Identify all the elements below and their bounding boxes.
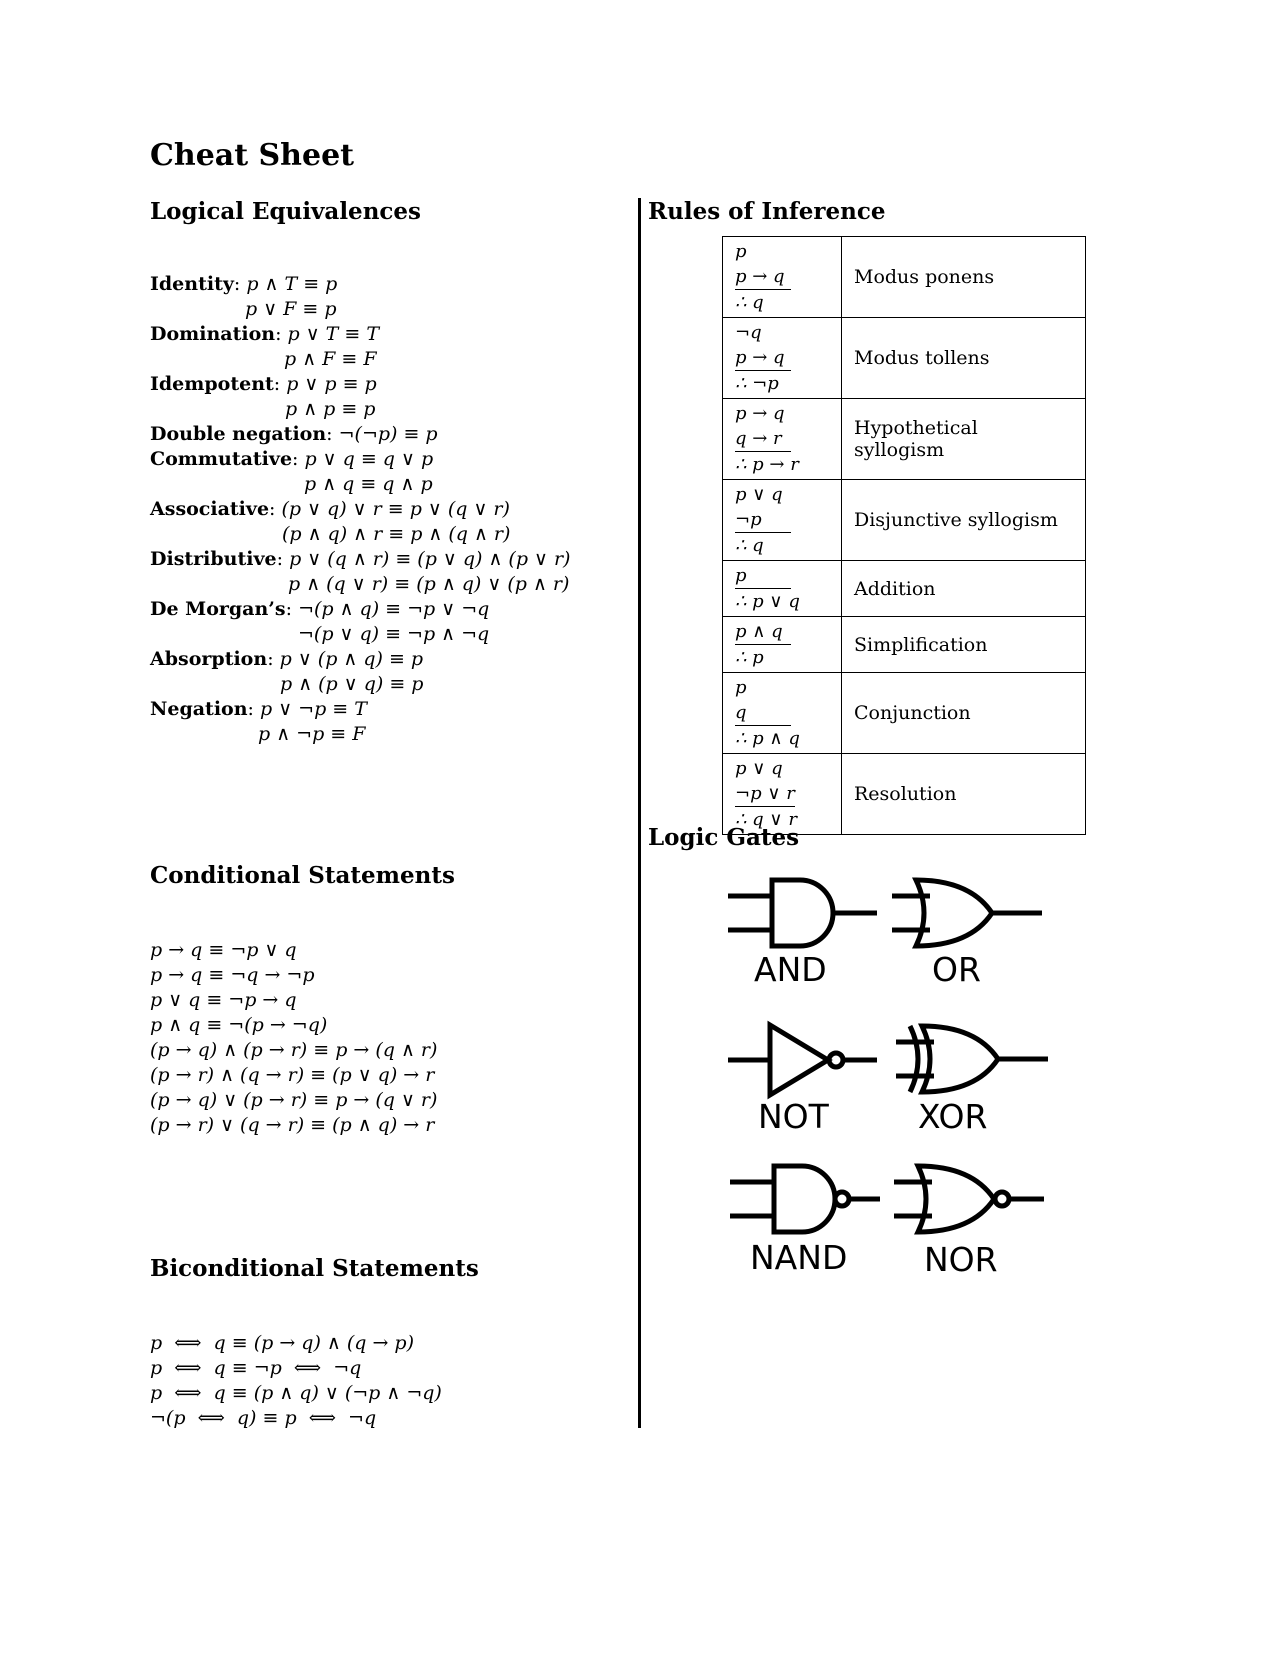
rule-premises (723, 318, 842, 399)
law-expression: (p ∧ q) ∧ r ≡ p ∧ (q ∧ r) (282, 523, 511, 545)
rule-name: Simplification (842, 617, 1086, 673)
equivalence-line (150, 547, 570, 572)
law-expression: p ∧ q ≡ q ∧ p (304, 473, 433, 495)
law-expression: p ∧ p ≡ p (285, 398, 376, 420)
law-expression: p ∨ (p ∧ q) ≡ p (279, 648, 424, 670)
nand-gate-icon (730, 1166, 880, 1232)
premise: p → q (735, 264, 791, 290)
premise: q → r (735, 426, 791, 452)
premise: ¬p (735, 507, 791, 533)
premise: p (735, 241, 747, 262)
law-name: Associative (150, 498, 270, 520)
law-expression: p ∧ F ≡ F (284, 348, 377, 370)
rule-row (723, 617, 1086, 673)
law-name: Negation (150, 698, 248, 720)
rule-row (723, 480, 1086, 561)
nor-gate-icon (894, 1166, 1044, 1232)
gate-label-and: AND (754, 950, 827, 989)
law-expression: (p ∨ q) ∨ r ≡ p ∨ (q ∨ r) (281, 498, 510, 520)
conclusion: ∴ q ∨ r (735, 809, 797, 830)
equivalence-line (150, 422, 570, 447)
rule-name: Addition (842, 561, 1086, 617)
not-gate-icon (728, 1025, 877, 1095)
law-expression: p ∧ (q ∨ r) ≡ (p ∧ q) ∨ (p ∧ r) (288, 573, 570, 595)
law-colon: : (276, 548, 290, 570)
premise: p → q (735, 345, 791, 371)
conditional-line: (p → q) ∨ (p → r) ≡ p → (q ∨ r) (150, 1089, 438, 1111)
premise: p ∨ q (735, 758, 783, 779)
law-expression: p ∧ ¬p ≡ F (258, 723, 366, 745)
rule-name: Modus tollens (842, 318, 1086, 399)
equivalence-line (150, 397, 570, 422)
law-expression: ¬(p ∨ q) ≡ ¬p ∧ ¬q (298, 623, 490, 645)
equivalence-line (150, 447, 570, 472)
rule-row (723, 561, 1086, 617)
equivalence-line (150, 622, 570, 647)
rule-premises (723, 673, 842, 754)
conclusion: ∴ p ∨ q (735, 591, 800, 612)
conclusion: ∴ p (735, 647, 764, 668)
rule-name: Hypothetical syllogism (842, 399, 1086, 480)
rule-premises (723, 754, 842, 835)
heading-biconditional-statements: Biconditional Statements (150, 1255, 479, 1282)
law-name: Identity (150, 273, 234, 295)
premise: p ∧ q (735, 619, 791, 645)
law-expression: ¬(p ∧ q) ≡ ¬p ∨ ¬q (298, 598, 490, 620)
law-expression: p ∨ p ≡ p (286, 373, 377, 395)
gate-label-nor: NOR (924, 1240, 998, 1279)
equivalence-line (150, 722, 570, 747)
rule-premises (723, 617, 842, 673)
law-colon: : (247, 698, 260, 720)
law-name: De Morgan’s (150, 598, 286, 620)
equivalence-line (150, 572, 570, 597)
premise: p ∨ q (735, 484, 783, 505)
law-expression: p ∧ T ≡ p (246, 273, 338, 295)
law-expression: p ∧ (p ∨ q) ≡ p (280, 673, 424, 695)
conditional-line: (p → r) ∧ (q → r) ≡ (p ∨ q) → r (150, 1064, 435, 1086)
conditional-line: p → q ≡ ¬p ∨ q (150, 939, 297, 961)
xor-gate-icon (896, 1026, 1048, 1092)
law-name: Domination (150, 323, 276, 345)
gate-label-nand: NAND (750, 1238, 848, 1277)
rule-row (723, 754, 1086, 835)
conditional-line: (p → q) ∧ (p → r) ≡ p → (q ∧ r) (150, 1039, 438, 1061)
rule-row (723, 673, 1086, 754)
law-expression: p ∨ (q ∧ r) ≡ (p ∨ q) ∧ (p ∨ r) (289, 548, 571, 570)
premise: ¬q (735, 322, 762, 343)
or-gate-icon (892, 880, 1042, 946)
law-expression: ¬(¬p) ≡ p (338, 423, 438, 445)
equivalence-line (150, 647, 570, 672)
equivalence-line (150, 272, 570, 297)
equivalence-line (150, 347, 570, 372)
equivalence-line (150, 672, 570, 697)
equivalence-laws (150, 272, 570, 747)
biconditional-line: p ⟺ q ≡ (p → q) ∧ (q → p) (150, 1332, 415, 1354)
logic-gates-diagram (720, 870, 1060, 1290)
premise: ¬p ∨ r (735, 781, 795, 807)
rule-row (723, 318, 1086, 399)
heading-logical-equivalences: Logical Equivalences (150, 198, 422, 225)
law-expression: p ∨ q ≡ q ∨ p (304, 448, 434, 470)
law-expression: p ∨ F ≡ p (245, 298, 337, 320)
law-colon: : (285, 598, 299, 620)
conclusion: ∴ p ∧ q (735, 728, 800, 749)
rule-premises (723, 480, 842, 561)
law-colon: : (292, 448, 305, 470)
gate-label-or: OR (932, 950, 981, 989)
premise: p (735, 677, 747, 698)
law-colon: : (269, 498, 282, 520)
premise: q (735, 700, 791, 726)
equivalence-line (150, 297, 570, 322)
rule-name: Disjunctive syllogism (842, 480, 1086, 561)
law-colon: : (267, 648, 280, 670)
biconditional-line: p ⟺ q ≡ (p ∧ q) ∨ (¬p ∧ ¬q) (150, 1382, 442, 1404)
rule-name: Resolution (842, 754, 1086, 835)
page-title: Cheat Sheet (150, 138, 355, 173)
column-divider (638, 198, 641, 1428)
biconditional-line: p ⟺ q ≡ ¬p ⟺ ¬q (150, 1357, 362, 1379)
premise: p → q (735, 403, 785, 424)
law-name: Distributive (150, 548, 277, 570)
premise: p (735, 563, 791, 589)
equivalence-line (150, 322, 570, 347)
gate-label-xor: XOR (918, 1097, 988, 1136)
conclusion: ∴ q (735, 535, 764, 556)
law-expression: p ∨ ¬p ≡ T (260, 698, 367, 720)
equivalence-line (150, 497, 570, 522)
conclusion: ∴ q (735, 292, 764, 313)
equivalence-line (150, 522, 570, 547)
conditional-line: p ∨ q ≡ ¬p → q (150, 989, 297, 1011)
rule-premises (723, 561, 842, 617)
law-name: Idempotent (150, 373, 274, 395)
equivalence-line (150, 697, 570, 722)
equivalence-line (150, 472, 570, 497)
heading-conditional-statements: Conditional Statements (150, 862, 455, 889)
biconditional-line: ¬(p ⟺ q) ≡ p ⟺ ¬q (150, 1407, 377, 1429)
conditional-line: p ∧ q ≡ ¬(p → ¬q) (150, 1014, 328, 1036)
rule-row (723, 399, 1086, 480)
heading-rules-of-inference: Rules of Inference (648, 198, 886, 225)
rules-of-inference-table (722, 236, 1086, 835)
rule-row (723, 237, 1086, 318)
and-gate-icon (728, 880, 877, 946)
law-expression: p ∨ T ≡ T (287, 323, 380, 345)
equivalence-line (150, 372, 570, 397)
gate-label-not: NOT (758, 1097, 829, 1136)
conditional-line: p → q ≡ ¬q → ¬p (150, 964, 315, 986)
biconditional-list (150, 1331, 442, 1431)
law-name: Absorption (150, 648, 268, 670)
law-colon: : (326, 423, 339, 445)
law-colon: : (275, 323, 288, 345)
law-colon: : (233, 273, 247, 295)
rule-premises (723, 399, 842, 480)
heading-logic-gates: Logic Gates (648, 824, 800, 851)
law-name: Double negation (150, 423, 327, 445)
rule-name: Conjunction (842, 673, 1086, 754)
conditional-list (150, 938, 437, 1138)
conditional-line: (p → r) ∨ (q → r) ≡ (p ∧ q) → r (150, 1114, 435, 1136)
equivalence-line (150, 597, 570, 622)
law-name: Commutative (150, 448, 293, 470)
law-colon: : (273, 373, 287, 395)
rule-name: Modus ponens (842, 237, 1086, 318)
rule-premises (723, 237, 842, 318)
conclusion: ∴ ¬p (735, 373, 779, 394)
conclusion: ∴ p → r (735, 454, 799, 475)
